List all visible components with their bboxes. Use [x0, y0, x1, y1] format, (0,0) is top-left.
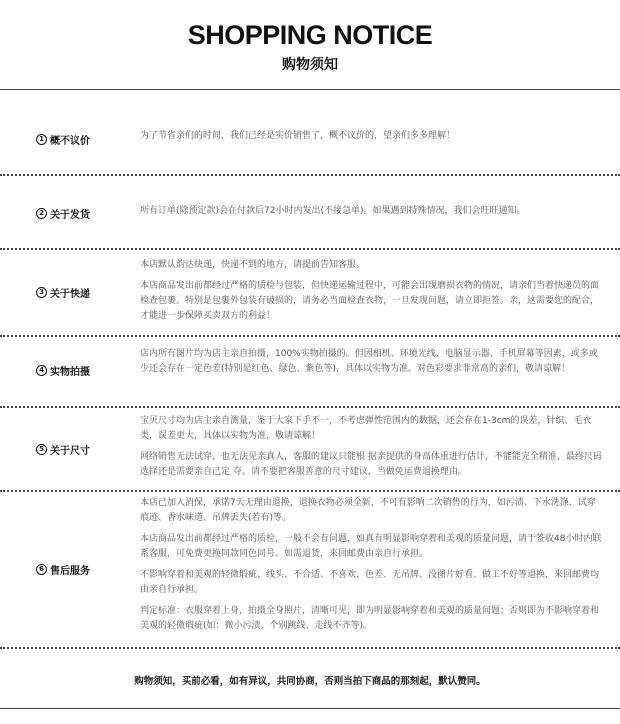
- section-label-3: [36, 285, 90, 300]
- number-badge: 1: [36, 134, 47, 145]
- divider: [0, 248, 620, 250]
- section-text-1: [140, 129, 602, 150]
- paragraph: 判定标准：衣服穿着上身，拍摄全身照片，清晰可见，即为明显影响穿着和美观的质量问题；否则即为不影响穿着和美观的轻微瑕疵(如：微小污渍、个别跳线、走线不齐等)。: [140, 606, 600, 631]
- section-text-2: [140, 204, 602, 225]
- section-text-3: [140, 258, 602, 330]
- section-title: 售后服务: [50, 566, 90, 577]
- number-badge: 5: [36, 444, 47, 455]
- paragraph: 本店默认韵达快递，快递不到的地方，请提前告知客服。: [140, 260, 366, 270]
- section-label-4: [36, 363, 90, 378]
- title-cn: 购物须知: [282, 57, 338, 73]
- divider: [0, 335, 620, 337]
- section-title: 关于发货: [50, 210, 90, 221]
- paragraph: 不影响穿着和美观的轻微瑕疵、线头、不合适、不喜欢、色差、无吊牌、没图片好看、做工不好等退换，来回邮费均由亲自行承担。: [140, 570, 600, 595]
- section-text-4: [140, 347, 602, 383]
- paragraph: 为了节省亲们的时间，我们已经是实价销售了，概不议价的，望亲们多多理解！: [140, 131, 456, 141]
- section-text-5: [140, 414, 602, 486]
- number-badge: 2: [36, 208, 47, 219]
- paragraph: 本店已加入消保，承诺7天无理由退换，退换衣物必须全新，不可有影响二次销售的行为，如污渍、下水洗涤、试穿痕迹、香水味道、吊牌丢失(若有)等。: [140, 498, 596, 523]
- section-title: 关于尺寸: [50, 446, 90, 457]
- paragraph: 所有订单(除预定款)会在付款后72小时内发出(不接急单)。如果遇到特殊情况，我们会旺旺通知。: [140, 206, 526, 216]
- section-title: 概不议价: [50, 136, 90, 147]
- title-en: SHOPPING NOTICE: [187, 20, 433, 50]
- number-badge: 4: [36, 365, 47, 376]
- section-text-6: [140, 496, 602, 640]
- section-label-2: [36, 206, 90, 221]
- bottom-divider: [0, 708, 620, 709]
- paragraph: 宝贝尺寸均为店主亲自测量，鉴于大家下手不一，不考虑弹性范围内的数据，还会存在1-3cm的误差，针织、毛衣类，误差更大，具体以实物为准，敬请谅解！: [140, 416, 592, 441]
- paragraph: 店内所有图片均为店主亲自拍摄，100%实物拍摄的。但因相机、环境光线、电脑显示器、手机屏幕等因素，或多或少还会存在一定色差(特别是红色、绿色、紫色等)，具体以实物为准。对色彩要求非常高的亲们，敬请谅解！: [140, 349, 598, 374]
- top-divider: [0, 89, 620, 90]
- paragraph: 本店商品发出前都经过严格的质检与包装，但快递运输过程中，可能会出现磨损衣物的情况，请亲们当着快递员的面检查包裹。特别是包裹外包装有破损的，请务必当面检查衣物，一旦发现问题，请立即拒签。亲，这需要您的配合，才能进一步保障买卖双方的利益！: [140, 281, 600, 321]
- number-badge: 3: [36, 287, 47, 298]
- section-label-1: [36, 132, 90, 147]
- divider: [0, 490, 620, 492]
- divider: [0, 174, 620, 176]
- section-title: 关于快递: [50, 289, 90, 300]
- section-label-6: [36, 562, 90, 577]
- section-label-5: [36, 442, 90, 457]
- divider: [0, 647, 620, 649]
- divider: [0, 406, 620, 408]
- footer-notice: 购物须知，买前必看，如有异议，共同协商，否则当拍下商品的那刻起，默认赞同。: [134, 676, 486, 687]
- number-badge: 6: [36, 564, 47, 575]
- section-title: 实物拍摄: [50, 367, 90, 378]
- paragraph: 本店商品发出前都经过严格的质检，一般不会有问题，如真有明显影响穿着和美观的质量问题，请于签收48小时内联系客服，可免费更换同款同色同号。如需退货，来回邮费由亲自行承担。: [140, 534, 602, 559]
- paragraph: 网络销售无法试穿，也无法见亲真人，客服的建议只能根 据亲提供的身高体重进行估计，不能能完全精准，最终尺码选择还是需要亲自己定 夺。请不要把客服善意的尺寸建议，当做免运费退换理由。: [140, 452, 602, 477]
